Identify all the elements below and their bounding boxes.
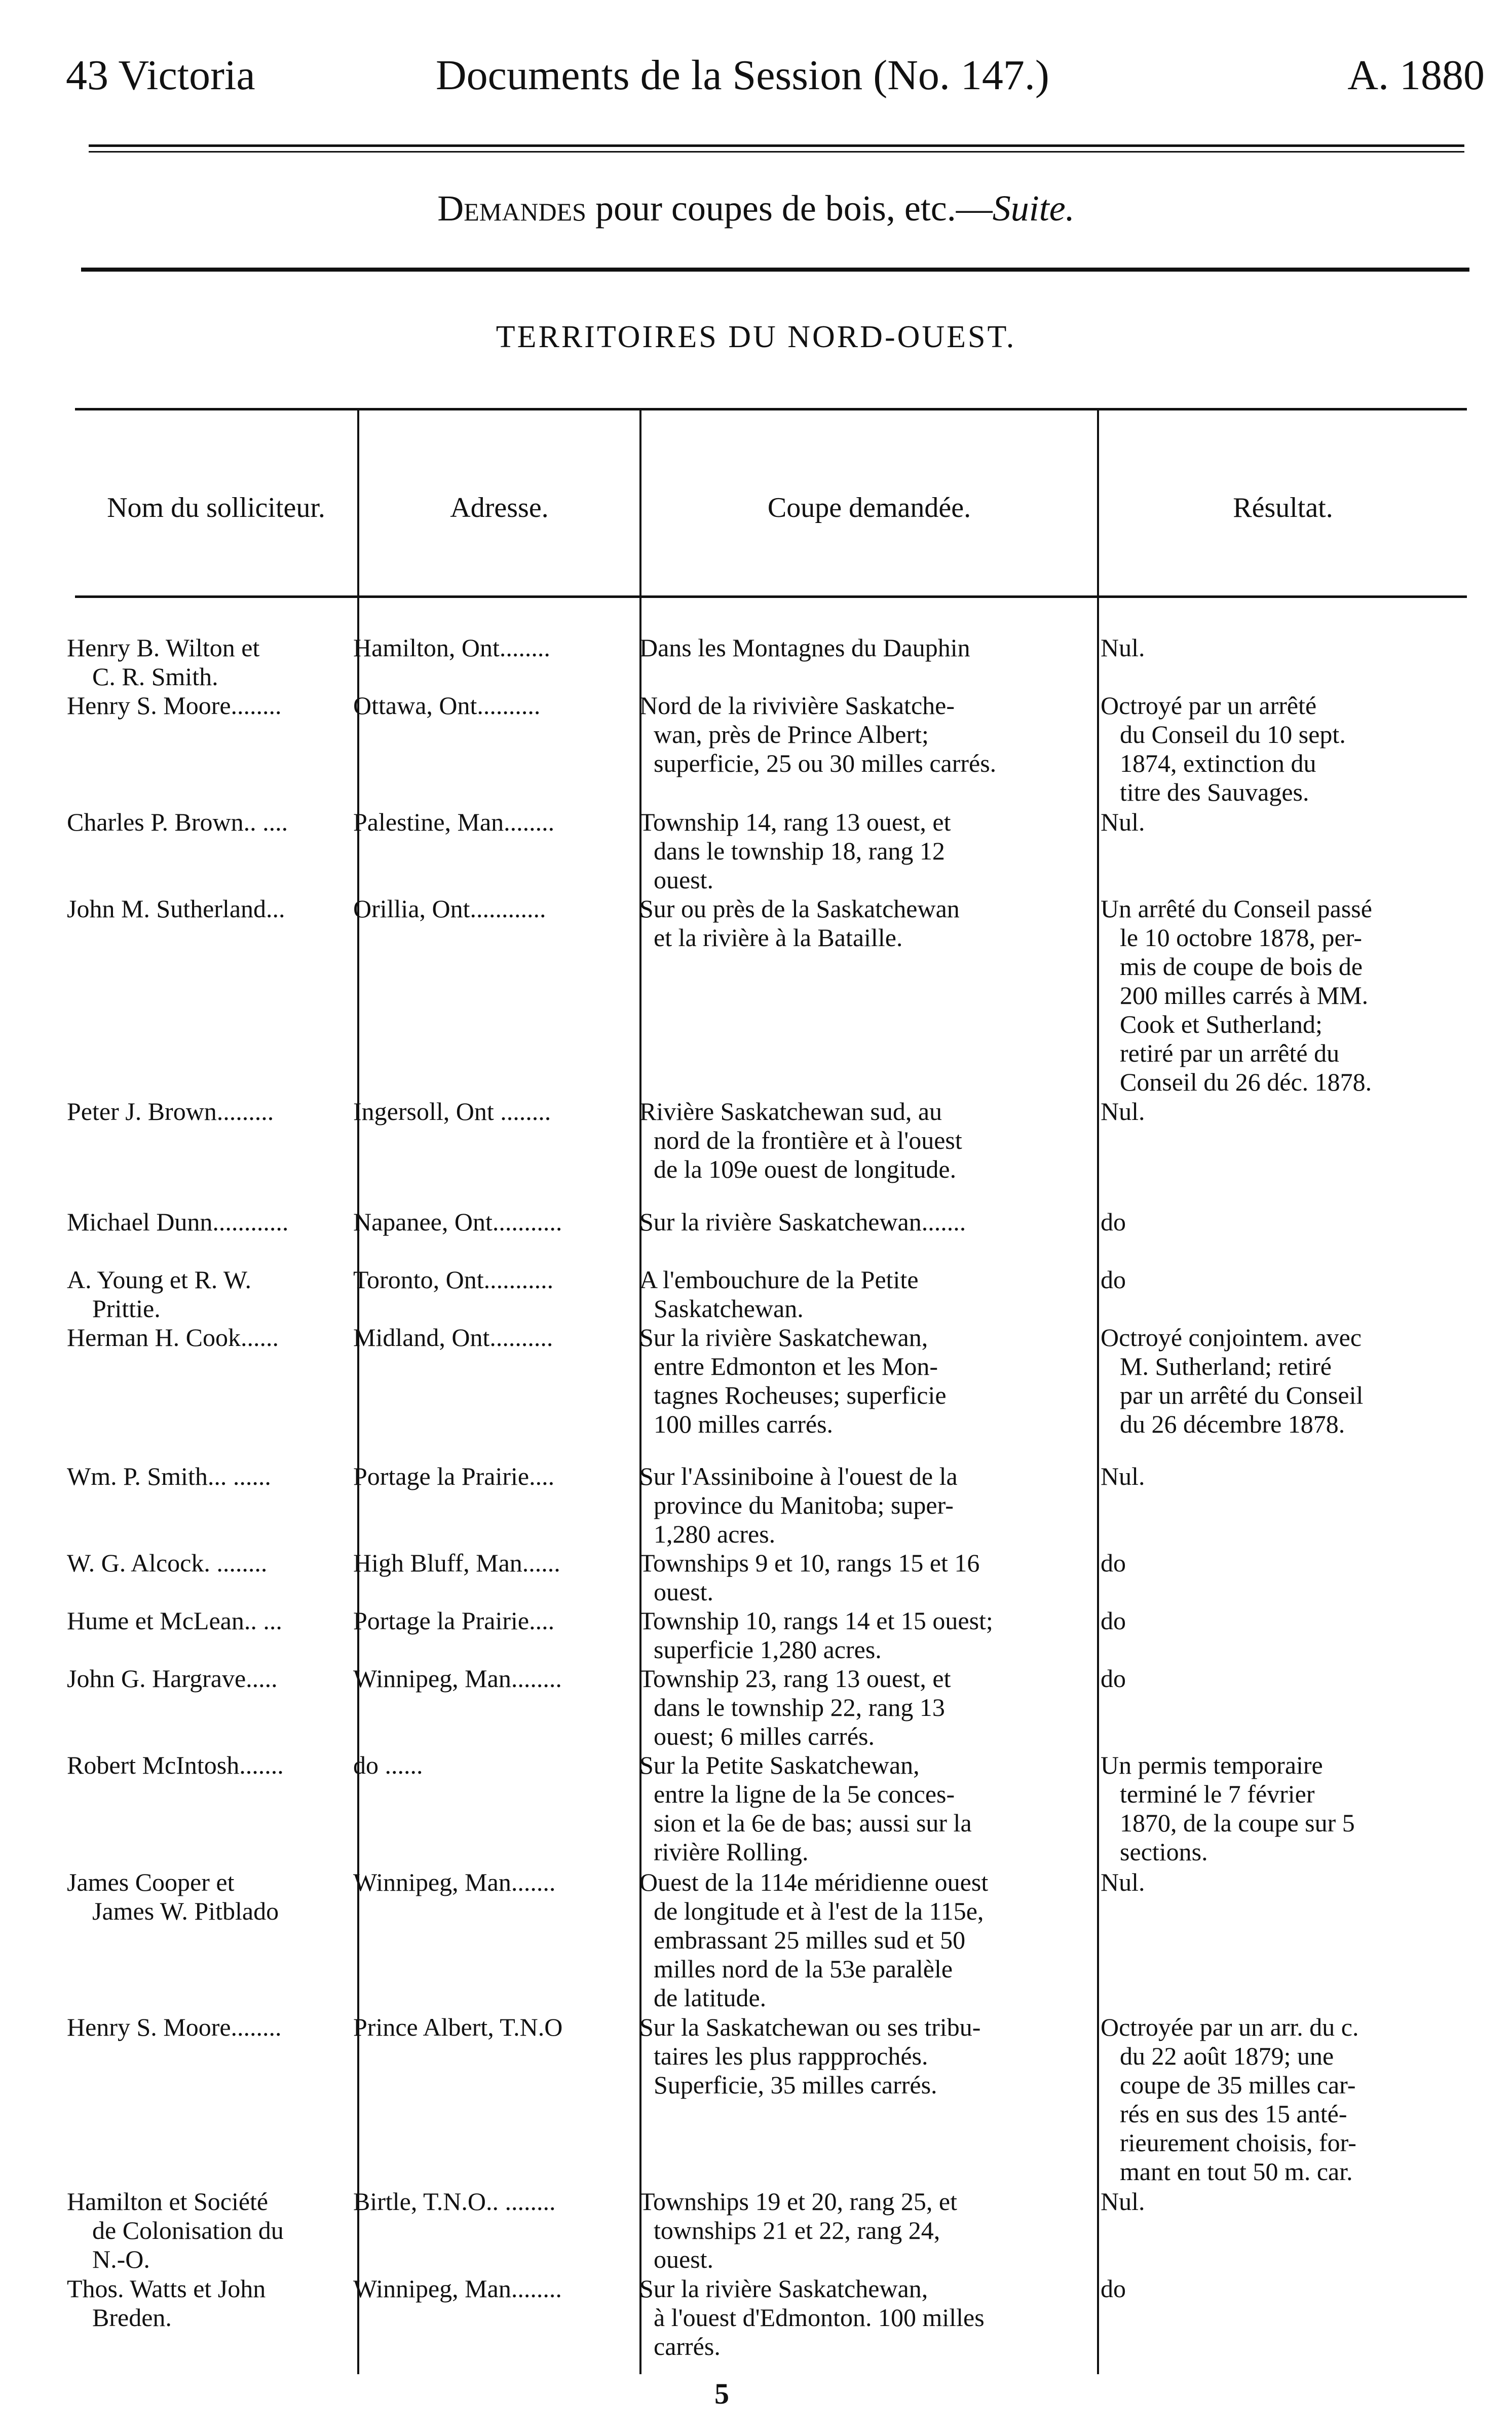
cell-line: Ouest de la 114e méridienne ouest (639, 1868, 989, 1896)
subtitle-demandes: Demandes (437, 188, 586, 229)
cell-line: Township 23, rang 13 ouest, et (639, 1664, 951, 1693)
coupe-cell (639, 1751, 1095, 1866)
region-title: TERRITOIRES DU NORD-OUEST. (496, 320, 1016, 354)
cell-line: Un arrêté du Conseil passé (1101, 894, 1372, 923)
name-cell (67, 1549, 351, 1578)
coupe-cell (639, 894, 1095, 952)
cell-line: Sur la rivière Saskatchewan, (639, 1323, 928, 1352)
page-number: 5 (714, 2377, 729, 2410)
cell-line: Toronto, Ont........... (353, 1265, 554, 1294)
cell-line: Nul. (1101, 1462, 1145, 1490)
cell-line: Nord de la rivivière Saskatche- (639, 691, 955, 720)
cell-line: wan, près de Prince Albert; (654, 720, 929, 748)
header-year: A. 1880 (1347, 52, 1485, 99)
cell-line: Hume et McLean.. ... (67, 1606, 282, 1635)
result-cell (1101, 1751, 1465, 1866)
result-cell (1101, 2274, 1465, 2303)
header-rule-top (89, 144, 1464, 147)
cell-line: 1870, de la coupe sur 5 (1120, 1809, 1355, 1837)
subtitle-suite: Suite. (992, 188, 1075, 229)
cell-line: de la 109e ouest de longitude. (654, 1155, 957, 1183)
cell-line: rieurement choisis, for- (1120, 2128, 1356, 2157)
cell-line: Sur la Petite Saskatchewan, (639, 1751, 920, 1779)
cell-line: le 10 octobre 1878, per- (1120, 923, 1363, 952)
cell-line: Townships 19 et 20, rang 25, et (639, 2187, 957, 2216)
cell-line: de Colonisation du (92, 2216, 284, 2244)
address-cell (353, 1606, 634, 1635)
address-cell (353, 1097, 634, 1126)
name-cell (67, 2274, 351, 2332)
address-cell (353, 1208, 634, 1237)
name-cell (67, 1606, 351, 1635)
coupe-cell (639, 1265, 1095, 1323)
coupe-cell (639, 2013, 1095, 2100)
coupe-cell (639, 1549, 1095, 1606)
column-header-address: Adresse. (450, 492, 549, 523)
header-rule-bottom (89, 151, 1464, 153)
cell-line: James W. Pitblado (92, 1897, 279, 1925)
cell-line: C. R. Smith. (92, 662, 218, 691)
cell-line: rivière Rolling. (654, 1838, 809, 1866)
address-cell (353, 1462, 634, 1491)
cell-line: ouest. (654, 866, 714, 894)
cell-line: A. Young et R. W. (67, 1265, 251, 1294)
cell-line: Ingersoll, Ont ........ (353, 1097, 551, 1126)
cell-line: taires les plus rappprochés. (654, 2042, 928, 2070)
cell-line: Charles P. Brown.. .... (67, 808, 288, 836)
cell-line: Sur la rivière Saskatchewan....... (639, 1208, 966, 1236)
result-cell (1101, 1868, 1465, 1897)
cell-line: Orillia, Ont............ (353, 894, 546, 923)
cell-line: Hamilton et Société (67, 2187, 269, 2216)
cell-line: dans le township 22, rang 13 (654, 1693, 945, 1721)
cell-line: do (1101, 1265, 1126, 1294)
address-cell (353, 1868, 634, 1897)
header-session: 43 Victoria (66, 52, 255, 99)
cell-line: Nul. (1101, 633, 1145, 662)
cell-line: entre Edmonton et les Mon- (654, 1352, 938, 1380)
cell-line: Sur l'Assiniboine à l'ouest de la (639, 1462, 958, 1490)
cell-line: do (1101, 1549, 1126, 1577)
cell-line: à l'ouest d'Edmonton. 100 milles (654, 2303, 985, 2332)
result-cell (1101, 633, 1465, 662)
coupe-cell (639, 2187, 1095, 2274)
cell-line: Townships 9 et 10, rangs 15 et 16 (639, 1549, 980, 1577)
cell-line: do (1101, 1664, 1126, 1693)
cell-line: Herman H. Cook...... (67, 1323, 279, 1352)
coupe-cell (639, 691, 1095, 778)
cell-line: Ottawa, Ont.......... (353, 691, 541, 720)
name-cell (67, 2187, 351, 2274)
cell-line: nord de la frontière et à l'ouest (654, 1126, 962, 1154)
coupe-cell (639, 1323, 1095, 1439)
cell-line: 100 milles carrés. (654, 1410, 834, 1438)
cell-line: du Conseil du 10 sept. (1120, 720, 1346, 748)
cell-line: Wm. P. Smith... ...... (67, 1462, 271, 1490)
cell-line: ouest. (654, 1578, 714, 1606)
cell-line: sections. (1120, 1838, 1208, 1866)
cell-line: Midland, Ont.......... (353, 1323, 553, 1352)
cell-line: par un arrêté du Conseil (1120, 1381, 1364, 1409)
address-cell (353, 2274, 634, 2303)
cell-line: 1874, extinction du (1120, 749, 1316, 777)
cell-line: coupe de 35 milles car- (1120, 2071, 1356, 2099)
cell-line: do (1101, 1208, 1126, 1236)
name-cell (67, 1868, 351, 1926)
subtitle-rule (81, 268, 1469, 272)
cell-line: entre la ligne de la 5e conces- (654, 1780, 955, 1808)
cell-line: Octroyé conjointem. avec (1101, 1323, 1362, 1352)
result-cell (1101, 1097, 1465, 1126)
cell-line: Breden. (92, 2303, 172, 2332)
cell-line: Un permis temporaire (1101, 1751, 1323, 1779)
address-cell (353, 1323, 634, 1352)
cell-line: High Bluff, Man...... (353, 1549, 560, 1577)
name-cell (67, 1323, 351, 1352)
column-header-result: Résultat. (1233, 492, 1333, 523)
cell-line: ouest. (654, 2245, 714, 2273)
cell-line: dans le township 18, rang 12 (654, 837, 945, 865)
cell-line: Dans les Montagnes du Dauphin (639, 633, 970, 662)
address-cell (353, 2187, 634, 2216)
cell-line: titre des Sauvages. (1120, 778, 1309, 806)
address-cell (353, 1751, 634, 1780)
coupe-cell (639, 1208, 1095, 1237)
cell-line: Winnipeg, Man....... (353, 1868, 556, 1896)
column-header-name: Nom du solliciteur. (107, 492, 325, 523)
coupe-cell (639, 633, 1095, 662)
header-document-title: Documents de la Session (No. 147.) (436, 52, 1049, 99)
cell-line: Nul. (1101, 1868, 1145, 1896)
name-cell (67, 1208, 351, 1237)
cell-line: Sur la rivière Saskatchewan, (639, 2274, 928, 2303)
cell-line: superficie, 25 ou 30 milles carrés. (654, 749, 997, 777)
cell-line: Nul. (1101, 2187, 1145, 2216)
name-cell (67, 2013, 351, 2042)
name-cell (67, 1664, 351, 1693)
coupe-cell (639, 1606, 1095, 1664)
address-cell (353, 1549, 634, 1578)
cell-line: John G. Hargrave..... (67, 1664, 278, 1693)
cell-line: Sur ou près de la Saskatchewan (639, 894, 960, 923)
cell-line: Octroyée par un arr. du c. (1101, 2013, 1359, 2041)
cell-line: carrés. (654, 2332, 721, 2361)
coupe-cell (639, 808, 1095, 894)
result-cell (1101, 1664, 1465, 1693)
running-header (66, 51, 1485, 111)
cell-line: do (1101, 2274, 1126, 2303)
coupe-cell (639, 2274, 1095, 2361)
cell-line: townships 21 et 22, rang 24, (654, 2216, 940, 2244)
name-cell (67, 633, 351, 691)
name-cell (67, 1751, 351, 1780)
cell-line: Henry S. Moore........ (67, 691, 282, 720)
cell-line: 1,280 acres. (654, 1520, 776, 1548)
cell-line: du 22 août 1879; une (1120, 2042, 1334, 2070)
cell-line: Birtle, T.N.O.. ........ (353, 2187, 556, 2216)
cell-line: retiré par un arrêté du (1120, 1039, 1340, 1067)
result-cell (1101, 808, 1465, 837)
coupe-cell (639, 1462, 1095, 1549)
cell-line: superficie 1,280 acres. (654, 1635, 882, 1664)
result-cell (1101, 1323, 1465, 1439)
cell-line: do ...... (353, 1751, 423, 1779)
section-subtitle (0, 188, 1512, 230)
cell-line: et la rivière à la Bataille. (654, 923, 903, 952)
cell-line: W. G. Alcock. ........ (67, 1549, 268, 1577)
cell-line: Rivière Saskatchewan sud, au (639, 1097, 942, 1126)
result-cell (1101, 2187, 1465, 2216)
coupe-cell (639, 1868, 1095, 2012)
column-header-coupe: Coupe demandée. (767, 492, 971, 523)
cell-line: province du Manitoba; super- (654, 1491, 954, 1519)
cell-line: Township 14, rang 13 ouest, et (639, 808, 951, 836)
cell-line: A l'embouchure de la Petite (639, 1265, 919, 1294)
address-cell (353, 1664, 634, 1693)
cell-line: de latitude. (654, 1983, 767, 2012)
result-cell (1101, 1606, 1465, 1635)
address-cell (353, 1265, 634, 1294)
cell-line: do (1101, 1606, 1126, 1635)
cell-line: Prince Albert, T.N.O (353, 2013, 563, 2041)
cell-line: Nul. (1101, 1097, 1145, 1126)
cell-line: mant en tout 50 m. car. (1120, 2157, 1353, 2186)
name-cell (67, 1462, 351, 1491)
cell-line: tagnes Rocheuses; superficie (654, 1381, 947, 1409)
cell-line: milles nord de la 53e paralèle (654, 1955, 953, 1983)
cell-line: rés en sus des 15 anté- (1120, 2100, 1347, 2128)
cell-line: Portage la Prairie.... (353, 1462, 555, 1490)
cell-line: M. Sutherland; retiré (1120, 1352, 1332, 1380)
cell-line: Palestine, Man........ (353, 808, 555, 836)
name-cell (67, 1265, 351, 1323)
address-cell (353, 691, 634, 720)
name-cell (67, 808, 351, 837)
cell-line: Henry S. Moore........ (67, 2013, 282, 2041)
cell-line: James Cooper et (67, 1868, 235, 1896)
cell-line: terminé le 7 février (1120, 1780, 1315, 1808)
cell-line: Cook et Sutherland; (1120, 1010, 1322, 1038)
cell-line: embrassant 25 milles sud et 50 (654, 1926, 966, 1954)
cell-line: ouest; 6 milles carrés. (654, 1722, 875, 1750)
cell-line: Henry B. Wilton et (67, 633, 260, 662)
cell-line: Robert McIntosh....... (67, 1751, 284, 1779)
result-cell (1101, 1462, 1465, 1491)
name-cell (67, 894, 351, 923)
cell-line: Hamilton, Ont........ (353, 633, 550, 662)
address-cell (353, 808, 634, 837)
cell-line: Nul. (1101, 808, 1145, 836)
address-cell (353, 2013, 634, 2042)
coupe-cell (639, 1097, 1095, 1184)
result-cell (1101, 1549, 1465, 1578)
cell-line: Superficie, 35 milles carrés. (654, 2071, 937, 2099)
name-cell (67, 1097, 351, 1126)
cell-line: sion et la 6e de bas; aussi sur la (654, 1809, 972, 1837)
table-header-rule (75, 595, 1467, 598)
coupe-cell (639, 1664, 1095, 1751)
cell-line: Prittie. (92, 1294, 161, 1323)
cell-line: Octroyé par un arrêté (1101, 691, 1317, 720)
cell-line: Sur la Saskatchewan ou ses tribu- (639, 2013, 981, 2041)
address-cell (353, 894, 634, 923)
table-top-rule (75, 408, 1467, 410)
cell-line: John M. Sutherland... (67, 894, 285, 923)
column-divider-3 (1097, 408, 1099, 2374)
cell-line: Peter J. Brown......... (67, 1097, 274, 1126)
cell-line: Township 10, rangs 14 et 15 ouest; (639, 1606, 993, 1635)
cell-line: Napanee, Ont........... (353, 1208, 562, 1236)
result-cell (1101, 1208, 1465, 1237)
cell-line: Portage la Prairie.... (353, 1606, 555, 1635)
cell-line: Winnipeg, Man........ (353, 1664, 562, 1693)
cell-line: Conseil du 26 déc. 1878. (1120, 1068, 1372, 1096)
result-cell (1101, 2013, 1465, 2186)
cell-line: 200 milles carrés à MM. (1120, 981, 1369, 1009)
address-cell (353, 633, 634, 662)
cell-line: N.-O. (92, 2245, 150, 2273)
cell-line: mis de coupe de bois de (1120, 952, 1363, 981)
name-cell (67, 691, 351, 720)
result-cell (1101, 1265, 1465, 1294)
result-cell (1101, 691, 1465, 807)
subtitle-text: pour coupes de bois, etc.— (586, 188, 993, 229)
cell-line: Winnipeg, Man........ (353, 2274, 562, 2303)
result-cell (1101, 894, 1465, 1097)
cell-line: Thos. Watts et John (67, 2274, 266, 2303)
cell-line: de longitude et à l'est de la 115e, (654, 1897, 984, 1925)
cell-line: Michael Dunn............ (67, 1208, 289, 1236)
cell-line: du 26 décembre 1878. (1120, 1410, 1345, 1438)
cell-line: Saskatchewan. (654, 1294, 804, 1323)
